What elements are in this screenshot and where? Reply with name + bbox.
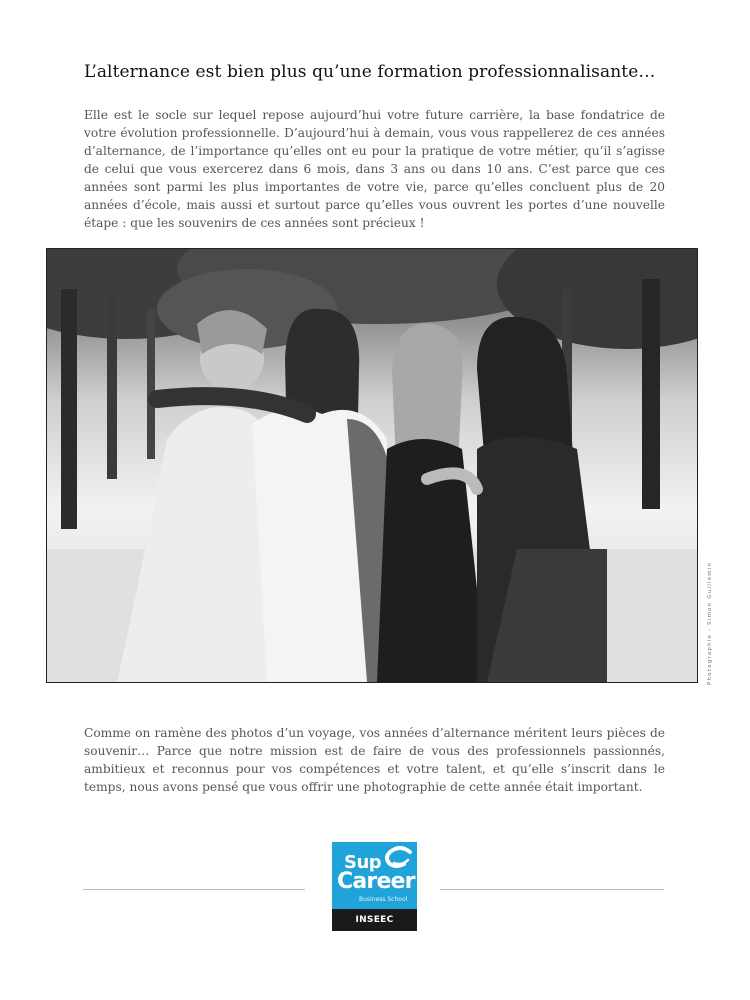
logo-word-career: Career (337, 869, 415, 894)
closing-paragraph: Comme on ramène des photos d’un voyage, vos années d’alternance méritent leurs pièces de souvenir… Parce que notre mission est de faire de vous des professionnels passionnés, ambitieux et reconnus pour vos compétences et votre talent, et qu’elle s’inscrit dans le temps, nous avons pensé que vous offrir une photographie de cette année était important. (84, 726, 665, 794)
supcareer-logo (332, 842, 417, 931)
logo-brand-block (332, 842, 417, 909)
photo-illustration (47, 249, 697, 682)
intro-paragraph: Elle est le socle sur lequel repose aujourd’hui votre future carrière, la base fondatrice de votre évolution professionnelle. D’aujourd’hui à demain, vous vous rappellerez de ces années d’alternance, de l’importance qu’elles ont eu pour la pratique de votre métier, qu’il s’agisse de celui que vous exercerez dans 6 mois, dans 3 ans ou dans 10 ans. C’est parce que ces années sont parmi les plus importantes de votre vie, parce qu’elles concluent plus de 20 années d’école, mais aussi et surtout parce qu’elles vous ouvrent les portes d’une nouvelle étape : que les souvenirs de ces années sont précieux ! (84, 108, 665, 230)
group-photo (46, 248, 698, 683)
divider-right (440, 889, 664, 890)
divider-left (83, 889, 305, 890)
photo-credit: Photographie - Simon Guillemin (707, 561, 713, 685)
page-title: L’alternance est bien plus qu’une formation professionnalisante… (84, 62, 656, 82)
logo-tagline: Business School (359, 896, 408, 903)
logo-word-sup: Sup (344, 852, 382, 873)
logo-group-band: INSEEC (332, 909, 417, 931)
